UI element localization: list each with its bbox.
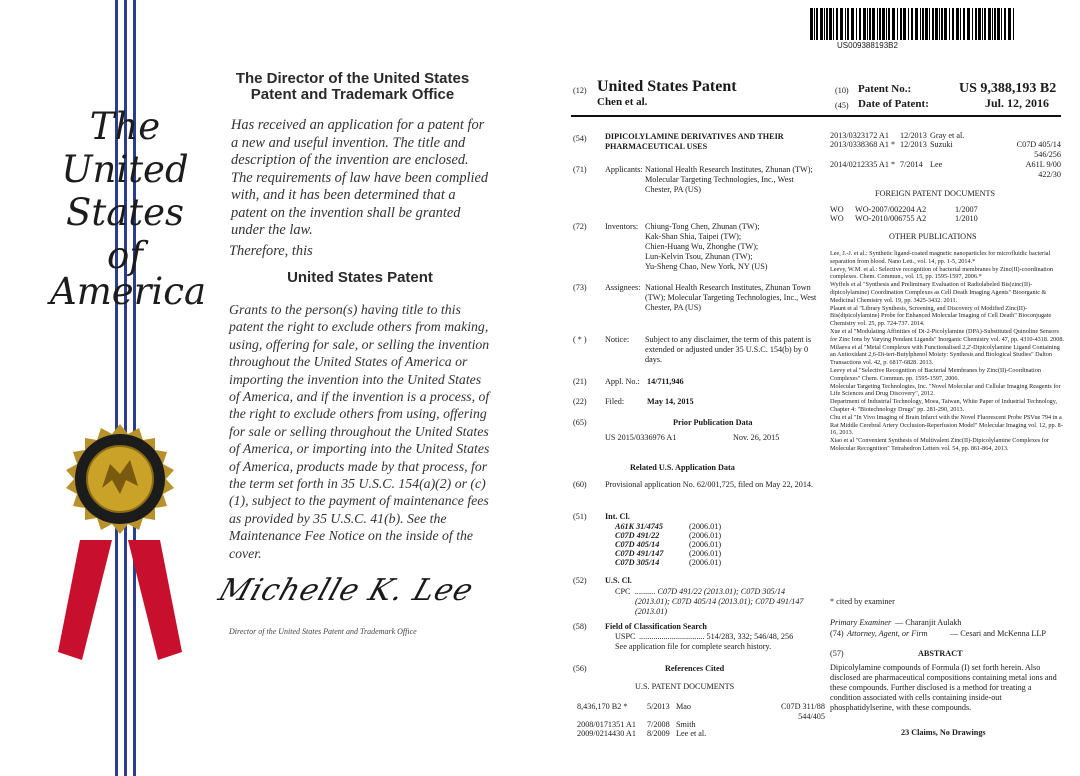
foreign-date: 1/2010 xyxy=(955,214,978,223)
inid-code: (45) xyxy=(835,101,849,110)
intcl-code: C07D 491/22 xyxy=(615,531,660,540)
prior-pub-heading: Prior Publication Data xyxy=(673,418,753,427)
barcode-bar xyxy=(994,8,996,40)
barcode-bar xyxy=(992,8,993,40)
barcode-bar xyxy=(982,8,983,40)
ribbon-right xyxy=(128,540,182,660)
filed-label: Filed: xyxy=(605,397,625,406)
barcode xyxy=(810,8,1016,40)
patent-word: United States Patent xyxy=(287,269,433,286)
barcode-bar xyxy=(988,8,991,40)
barcode-bar xyxy=(833,8,834,40)
received-text: Has received an application for a patent for a new and useful invention. The title and description of the invention are enclosed. The requirements of law have been complied with, and it has been determined that a patent on the invention shall be granted under the law. xyxy=(231,117,489,238)
claims-summary: 23 Claims, No Drawings xyxy=(901,728,986,737)
publication: Wyffels et al "Synthesis and Preliminary Evaluation of Radiolabeled Bis(zinc(II)-dipicolylamine) Coordination Complexes as Cell Death Imaging Agents" Bioorganic & Medicinal Chemistry vol. 19, pp. 3425-3432. 2011. xyxy=(830,281,1047,304)
ref-number: 2009/0214430 A1 xyxy=(577,729,636,738)
other-publications xyxy=(830,250,1066,453)
ref-date: 8/2009 xyxy=(647,729,670,738)
barcode-bar xyxy=(978,8,981,40)
inid-code: ( * ) xyxy=(573,335,587,344)
state-word: America xyxy=(50,270,207,313)
ref-name: Suzuki xyxy=(930,140,953,149)
abstract-heading: ABSTRACT xyxy=(918,649,963,658)
publication: Leevy et al "Selective Recognition of Bacterial Membranes by Zinc(II)-Coordination Complexes" Chem. Commun. pp. 1595-1597, 2006. xyxy=(830,366,1041,382)
barcode-bar xyxy=(810,8,813,40)
barcode-bar xyxy=(952,8,954,40)
examiner-name: — Charanjit Aulakh xyxy=(895,618,962,627)
related-heading: Related U.S. Application Data xyxy=(630,463,735,472)
intcl-code: C07D 305/14 xyxy=(615,558,660,567)
intcl-year: (2006.01) xyxy=(689,522,722,531)
patent-date: Jul. 12, 2016 xyxy=(985,96,1050,110)
barcode-bar xyxy=(944,8,947,40)
appl-number: 14/711,946 xyxy=(647,377,684,386)
publication: Xue et al "Modulating Affinities of Di-2-Picolylamine (DPA)-Substituted Quinoline Sensors for Zinc Ions by Varying Pendant Ligands" Inorganic Chemistry vol. 47, pp. 4310-4318. 2008. xyxy=(830,327,1064,343)
inventor: Kak-Shan Shia, Taipei (TW); xyxy=(645,232,742,241)
field-label: Field of Classification Search xyxy=(605,622,707,631)
provisional-app: Provisional application No. 62/001,725, filed on May 22, 2014. xyxy=(605,480,814,489)
assignees: National Health Research Institutes, Zhunan Town (TW); Molecular Targeting Technologies, Inc., West Chester, PA (US) xyxy=(645,283,817,312)
barcode-bar xyxy=(879,8,881,40)
gold-seal xyxy=(50,420,190,680)
barcode-bar xyxy=(845,8,846,40)
inid-code: (57) xyxy=(830,649,844,658)
signature-caption: Director of the United States Patent and Trademark Office xyxy=(229,627,417,636)
ref-class: C07D 311/88 544/405 xyxy=(780,702,825,721)
barcode-bar xyxy=(872,8,875,40)
ref-class: C07D 405/14 546/256 xyxy=(1016,140,1061,159)
state-word: United xyxy=(61,148,189,191)
barcode-bar xyxy=(963,8,965,40)
barcode-bar xyxy=(939,8,940,40)
inid-code: (52) xyxy=(573,576,587,585)
examiner-label: Primary Examiner xyxy=(830,618,892,627)
uscl-label: U.S. Cl. xyxy=(605,576,632,585)
notice-label: Notice: xyxy=(605,335,630,344)
patent-type-heading: United States Patent xyxy=(597,78,737,95)
inid-code: (21) xyxy=(573,377,587,386)
barcode-bar xyxy=(922,8,924,40)
publication: Milaeva et al "Metal Complexes with Functionalised 2,2'-Dipicolylamine Ligand Containing an Antioxidant 2,6-Di-tert-Butylphenol Moiety: Synthesis and Biological Studies" Dalton Transactions vol. 42, p. 6817-6828. 2013. xyxy=(830,343,1060,366)
attorney-name: — Cesari and McKenna LLP xyxy=(950,629,1046,638)
ref-number: 2008/0171351 A1 xyxy=(577,720,636,729)
barcode-bar xyxy=(1001,8,1002,40)
inid-code: (22) xyxy=(573,397,587,406)
foreign-number: WO-2007/002204 A2 xyxy=(855,205,927,214)
patent-certificate xyxy=(0,0,527,776)
ref-name: Gray et al. xyxy=(930,131,965,140)
inventor: Yu-Sheng Chao, New York, NY (US) xyxy=(645,262,768,271)
barcode-bar xyxy=(915,8,918,40)
inid-code: (51) xyxy=(573,512,587,521)
prior-pub-date: Nov. 26, 2015 xyxy=(733,433,780,442)
cpc-label: CPC xyxy=(615,587,631,596)
cited-note: * cited by examiner xyxy=(830,597,895,606)
state-word: of xyxy=(107,234,143,277)
field-note: See application file for complete search history. xyxy=(615,642,772,651)
office-title: Patent and Trademark Office xyxy=(250,86,455,103)
ref-name: Smith xyxy=(676,720,696,729)
barcode-bar xyxy=(1004,8,1006,40)
barcode-bar xyxy=(1013,8,1014,40)
barcode-bar xyxy=(816,8,818,40)
state-word: The xyxy=(89,105,161,148)
notice-text: Subject to any disclaimer, the term of this patent is extended or adjusted under 35 U.S.C. 154(b) by 0 days. xyxy=(645,335,812,364)
barcode-bar xyxy=(984,8,986,40)
inid-code: (56) xyxy=(573,664,587,673)
intcl-year: (2006.01) xyxy=(689,558,722,567)
inid-code: (60) xyxy=(573,480,587,489)
attorney-label: Attorney, Agent, or Firm xyxy=(847,629,928,638)
publication: Chu et al "In Vivo Imaging of Brain Infarct with the Novel Fluorescent Probe PSVue 794 in a Rat Middle Cerebral Artery Occlusion-Reperfusion Model" Molecular Imaging vol. 12, pp. 8-16, 2013. xyxy=(830,413,1063,437)
assignees-label: Assignees: xyxy=(605,283,641,292)
uspc-label: USPC xyxy=(615,632,636,641)
barcode-bar xyxy=(967,8,970,40)
publication: Xiao et al "Convenient Synthesis of Multivalent Zinc(II)-Dipicolylamine Complexes for Molecular Recognition" Tetrahedron Letters vol. 54, pp. 861-864, 2013. xyxy=(830,437,1049,452)
intcl-code: C07D 405/14 xyxy=(615,540,660,549)
barcode-bar xyxy=(886,8,887,40)
barcode-bar xyxy=(960,8,961,40)
barcode-bar xyxy=(929,8,930,40)
intcl-code: C07D 491/147 xyxy=(615,549,664,558)
barcode-bar xyxy=(888,8,890,40)
foreign-country: WO xyxy=(830,205,844,214)
foreign-date: 1/2007 xyxy=(955,205,978,214)
intcl-year: (2006.01) xyxy=(689,540,722,549)
barcode-bar xyxy=(972,8,973,40)
intcl-code: A61K 31/4745 xyxy=(615,522,663,531)
ref-date: 5/2013 xyxy=(647,702,670,711)
barcode-bar xyxy=(856,8,857,40)
inid-code: (73) xyxy=(573,283,587,292)
other-pubs-heading: OTHER PUBLICATIONS xyxy=(889,232,977,241)
inid-code: (71) xyxy=(573,165,587,174)
inid-code: (74) xyxy=(830,629,844,638)
ref-number: 2013/0323172 A1 xyxy=(830,131,889,140)
filed-date: May 14, 2015 xyxy=(647,397,694,406)
abstract-text: Dipicolylamine compounds of Formula (I) set forth herein. Also disclosed are pharmaceutical compositions containing metal ions and these compounds. Further disclosed is a method for treating a condition associated with cells containing inside-out phosphatidylserine, with these compounds. xyxy=(830,663,1057,712)
director-signature: Michelle K. Lee xyxy=(214,573,479,608)
barcode-bar xyxy=(882,8,885,40)
barcode-bar xyxy=(847,8,849,40)
header-divider xyxy=(571,115,1061,117)
inid-code: (54) xyxy=(573,134,587,143)
ref-number: 8,436,170 B2 * xyxy=(577,702,628,711)
barcode-bar xyxy=(840,8,843,40)
intcl-year: (2006.01) xyxy=(689,531,722,540)
barcode-bar xyxy=(897,8,898,40)
barcode-bar xyxy=(941,8,943,40)
ribbon-left xyxy=(58,540,112,660)
barcode-bar xyxy=(824,8,825,40)
grants-text: Grants to the person(s) having title to this patent the right to exclude others from making, using, offering for sale, or selling the invention throughout the United States of America or importing the invention into the United States of America, and if the invention is a process, of the right to exclude others from using, offering for sale or selling throughout the United States of America, or importing into the United States of America, products made by that process, for the term set forth in 35 U.S.C. 154(a)(2) or (c)(1), subject to the payment of maintenance fees as provided by 35 U.S.C. 41(b). See the Maintenance Fee Notice on the inside of the cover. xyxy=(229,302,490,561)
barcode-bar xyxy=(903,8,906,40)
barcode-bar xyxy=(908,8,909,40)
ref-class: A61L 9/00 422/30 xyxy=(1025,160,1061,179)
barcode-bar xyxy=(932,8,934,40)
barcode-bar xyxy=(851,8,854,40)
state-word: States xyxy=(65,191,185,234)
barcode-bar xyxy=(892,8,895,40)
prior-pub-number: US 2015/0336976 A1 xyxy=(605,433,677,442)
inid-code: (58) xyxy=(573,622,587,631)
ref-date: 7/2014 xyxy=(900,160,923,169)
inid-code: (10) xyxy=(835,86,849,95)
therefore-text: Therefore, this xyxy=(229,243,313,259)
invention-title: DIPICOLYLAMINE DERIVATIVES AND THEIR PHARMACEUTICAL USES xyxy=(605,132,784,151)
foreign-country: WO xyxy=(830,214,844,223)
inventor: Lun-Kelvin Tsou, Zhunan (TW); xyxy=(645,252,753,261)
refs-subheading: U.S. PATENT DOCUMENTS xyxy=(635,682,735,691)
inventor-short: Chen et al. xyxy=(597,96,648,108)
barcode-bar xyxy=(925,8,928,40)
inid-code: (65) xyxy=(573,418,587,427)
intcl-label: Int. Cl. xyxy=(605,512,630,521)
ref-name: Lee et al. xyxy=(676,729,707,738)
date-label: Date of Patent: xyxy=(858,98,929,110)
inid-code: (12) xyxy=(573,86,587,95)
barcode-bar xyxy=(829,8,832,40)
applicants-label: Applicants: xyxy=(605,165,643,174)
intcl-year: (2006.01) xyxy=(689,549,722,558)
inventor: Chiung-Tong Chen, Zhunan (TW); xyxy=(645,222,760,231)
publication: Molecular Targeting Technologies, Inc. "Novel Molecular and Cellular Imaging Reagents for Life Sciences and Drug Discovery", 2012. xyxy=(830,382,1061,398)
barcode-bar xyxy=(949,8,950,40)
barcode-bar xyxy=(975,8,977,40)
barcode-bar xyxy=(814,8,815,40)
director-title: The Director of the United States xyxy=(235,70,470,87)
barcode-bar xyxy=(869,8,871,40)
barcode-bar xyxy=(1008,8,1011,40)
inventor: Chien-Huang Wu, Zhonghe (TW); xyxy=(645,242,759,251)
publication: Leevy, W.M. et al.: Selective recognition of bacterial membranes by Zinc(II)-coordination complexes. Chem. Commun., vol. 15, pp. 1595-1597, 2006.* xyxy=(830,265,1053,281)
barcode-bar xyxy=(836,8,838,40)
barcode-bar xyxy=(935,8,938,40)
barcode-bar xyxy=(956,8,959,40)
barcode-bar xyxy=(920,8,921,40)
inventors-label: Inventors: xyxy=(605,222,639,231)
applicants: National Health Research Institutes, Zhunan (TW); Molecular Targeting Technologies, Inc., West Chester, PA (US) xyxy=(645,165,813,194)
appl-label: Appl. No.: xyxy=(605,377,640,386)
patent-front-page xyxy=(555,0,1080,776)
barcode-number: US009388193B2 xyxy=(837,41,898,50)
ref-name: Lee xyxy=(930,160,943,169)
barcode-bar xyxy=(859,8,861,40)
publication: Lee, J.-J. et al.: Synthetic ligand-coated magnetic nanoparticles for microfluidic bacterial separation from blood. Nano Lett., vol. 14, pp. 1-5, 2014.* xyxy=(830,250,1051,265)
ref-name: Mao xyxy=(676,702,692,711)
barcode-bar xyxy=(820,8,823,40)
publication: Department of Industrial Technology, Moea, Taiwan, White Paper of Industrial Technology, Chapter 4: "Biotechnology Drugs" pp. 281-290, 2013. xyxy=(830,398,1058,413)
ref-number: 2013/0338368 A1 * xyxy=(830,140,896,149)
barcode-bar xyxy=(863,8,866,40)
publication: Plaunt et al "Library Synthesis, Screening, and Discovery of Modified Zinc(II)-Bis(dipicolylamine) Probe for Enhanced Molecular Imaging of Cell Death" Bioconjugate Chemistry vol. 25, pp. 724-737. 2014. xyxy=(830,304,1052,327)
ref-number: 2014/0212335 A1 * xyxy=(830,160,896,169)
barcode-bar xyxy=(911,8,913,40)
patent-no-label: Patent No.: xyxy=(858,83,912,95)
barcode-bar xyxy=(877,8,878,40)
barcode-bar xyxy=(997,8,1000,40)
foreign-number: WO-2010/006755 A2 xyxy=(855,214,927,223)
ref-date: 7/2008 xyxy=(647,720,670,729)
refs-heading: References Cited xyxy=(665,664,725,673)
ref-date: 12/2013 xyxy=(900,131,927,140)
uspc-classes: ................................ 514/283, 332; 546/48, 256 xyxy=(639,632,794,641)
foreign-heading: FOREIGN PATENT DOCUMENTS xyxy=(875,189,996,198)
barcode-bar xyxy=(826,8,828,40)
barcode-bar xyxy=(867,8,868,40)
patent-number: US 9,388,193 B2 xyxy=(959,81,1057,96)
ref-date: 12/2013 xyxy=(900,140,927,149)
cpc-classes: .......... C07D 491/22 (2013.01); C07D 305/14 (2013.01); C07D 405/14 (2013.01); C07D 491/147 (2013.01) xyxy=(635,587,804,616)
inid-code: (72) xyxy=(573,222,587,231)
barcode-bar xyxy=(900,8,902,40)
